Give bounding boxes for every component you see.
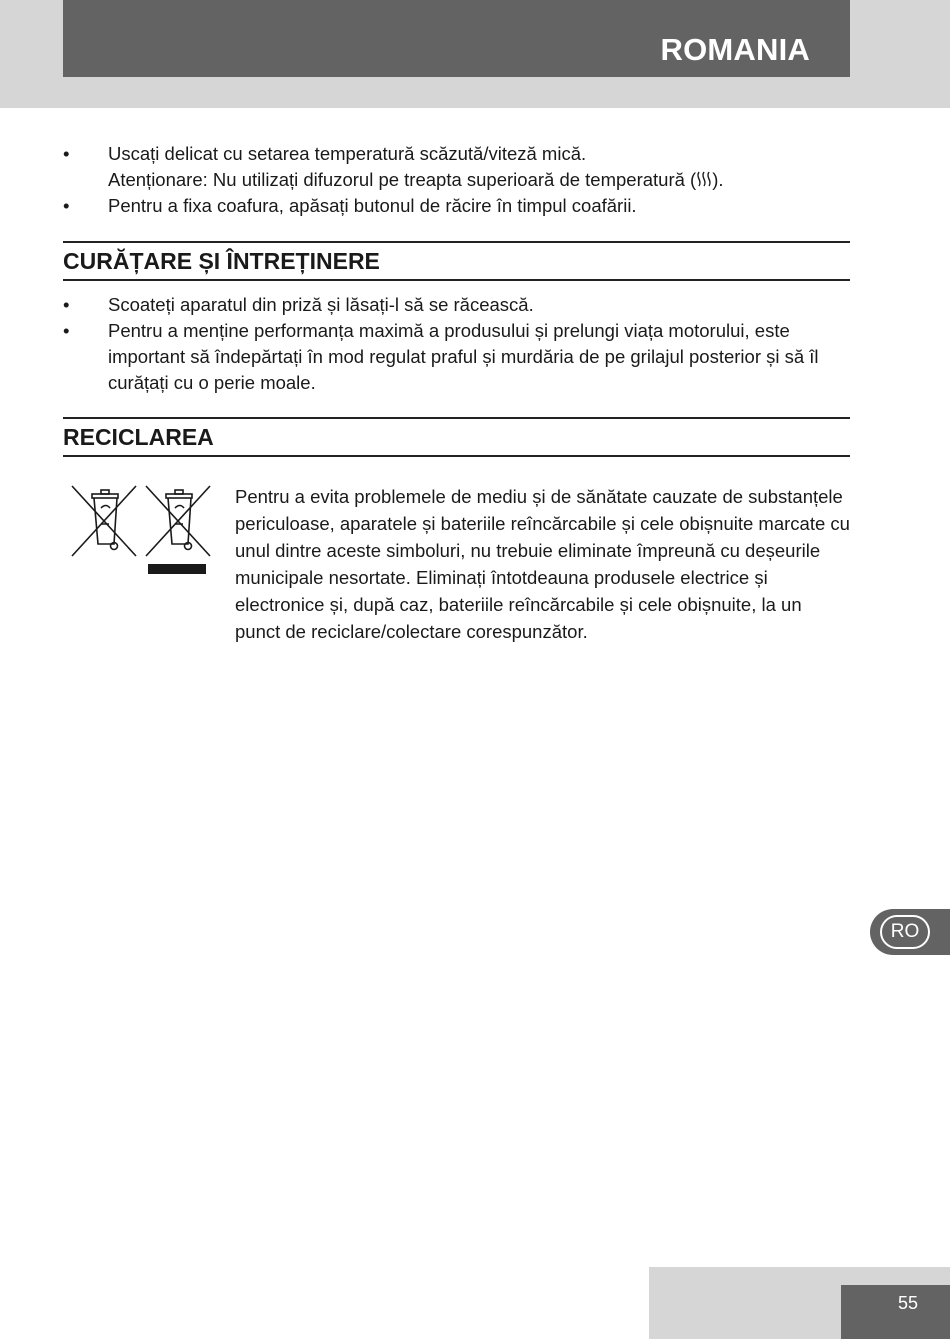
recycling-heading: RECICLAREA <box>63 424 214 450</box>
recycling-symbols <box>70 484 215 579</box>
recycling-heading-bar <box>63 417 850 457</box>
language-tab <box>870 909 950 955</box>
page-title: ROMANIA <box>660 32 810 67</box>
warning-prefix: Atenționare: Nu utilizați difuzorul pe treapta superioară de temperatură ( <box>108 169 697 190</box>
bullet: • <box>63 195 70 216</box>
list-item <box>63 318 850 396</box>
bullet: • <box>63 294 70 315</box>
cleaning-heading: CURĂȚARE ȘI ÎNTREȚINERE <box>63 248 380 274</box>
warning-line <box>108 167 850 193</box>
list-item <box>63 141 850 193</box>
warning-suffix: ). <box>712 169 724 190</box>
list-item <box>63 193 850 219</box>
usage-item-text: Uscați delicat cu setarea temperatură scăzută/viteză mică. <box>108 143 587 164</box>
usage-list <box>63 141 850 219</box>
bullet: • <box>63 320 70 341</box>
cleaning-heading-bar <box>63 241 850 281</box>
cleaning-item-text: Scoateți aparatul din priză și lăsați-l să se răcească. <box>108 294 534 315</box>
crossed-bin-icon <box>72 486 136 556</box>
high-heat-icon <box>696 170 712 188</box>
page-number: 55 <box>897 1293 918 1313</box>
recycling-text: Pentru a evita problemele de mediu și de sănătate cauzate de substanțele periculoase, aparatele și bateriile reîncărcabile și cele obișnuite marcate cu unul dintre aceste simboluri, nu trebuie eliminate împreună cu deșeurile municipale nesortate. Eliminați întotdeauna produsele electrice și electronice și, după caz, bateriile reîncărcabile și cele obișnuite, la un punct de reciclare/colectare corespunzător. <box>235 486 850 642</box>
crossed-bin-with-bar-icon <box>146 486 210 574</box>
bullet: • <box>63 143 70 164</box>
cleaning-item-text: Pentru a menține performanța maximă a produsului și prelungi viața motorului, este important să îndepărtați în mod regulat praful și murdăria de pe grilajul posterior și să îl curățați cu o perie moale. <box>108 320 819 393</box>
title-bar <box>63 0 850 77</box>
list-item <box>63 292 850 318</box>
language-badge: RO <box>880 915 930 949</box>
cleaning-list <box>63 292 850 396</box>
page-number-box <box>841 1285 950 1339</box>
usage-item-text: Pentru a fixa coafura, apăsați butonul de răcire în timpul coafării. <box>108 195 637 216</box>
